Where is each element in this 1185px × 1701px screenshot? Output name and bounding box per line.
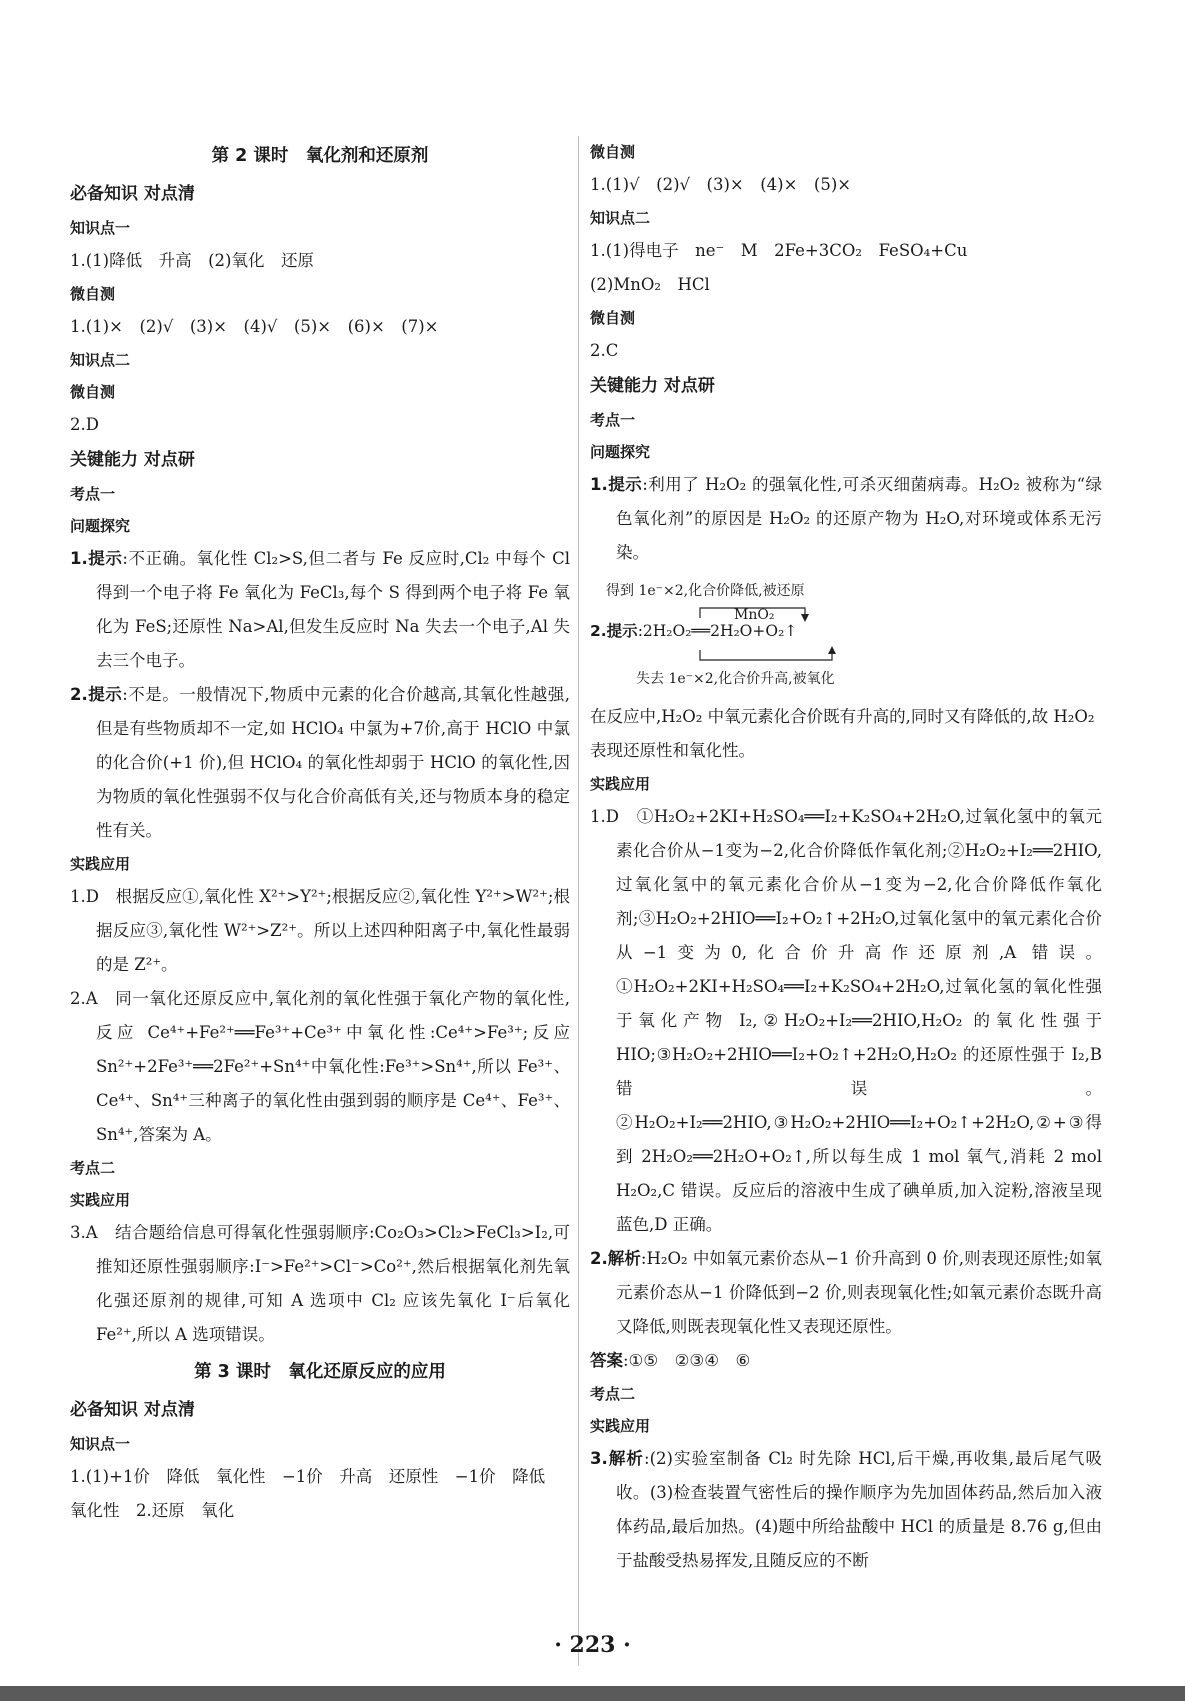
left-column: [70, 136, 570, 1528]
answer-line: 1.(1)+1价 降低 氧化性 −1价 升高 还原性 −1价 降低 氧化性 2.还原 氧化: [70, 1467, 562, 1520]
electron-transfer-diagram: [590, 574, 1102, 698]
answer-paragraph: [70, 678, 570, 848]
answer-line: 2.C: [590, 341, 619, 360]
answer-line: 1.(1)× (2)√ (3)× (4)√ (5)× (6)× (7)×: [70, 317, 439, 336]
subheading: 微自测: [590, 309, 636, 327]
subheading: 问题探究: [590, 443, 651, 461]
equation-text: :2H₂O₂══2H₂O+O₂↑: [637, 622, 798, 640]
answer-paragraph: 2.A 同一氧化还原反应中,氧化剂的氧化性强于氧化产物的氧化性,反应 Ce⁴⁺+Fe²⁺══Fe³⁺+Ce³⁺中氧化性:Ce⁴⁺>Fe³⁺;反应 Sn²⁺+2Fe³⁺══2Fe²⁺+Sn⁴⁺中氧化性:Fe³⁺>Sn⁴⁺,所以 Fe³⁺、Ce⁴⁺、Sn⁴⁺三种离子的氧化性由强到弱的顺序是 Ce⁴⁺、Fe³⁺、Sn⁴⁺,答案为 A。: [70, 989, 570, 1144]
subheading: 知识点一: [70, 1435, 131, 1453]
right-column: [590, 136, 1102, 1578]
hint-label: 1.提示: [70, 549, 123, 568]
answer-paragraph: [590, 1442, 1102, 1578]
answer-paragraph: 在反应中,H₂O₂ 中氧元素化合价既有升高的,同时又有降低的,故 H₂O₂ 表现还原性和氧化性。: [590, 707, 1095, 760]
diagram-equation: [590, 616, 797, 646]
subheading: 微自测: [590, 143, 636, 161]
answer-line: [590, 1344, 1102, 1378]
hint-label: 1.提示: [590, 475, 643, 494]
analysis-label: 2.解析: [590, 1249, 641, 1268]
subheading: 知识点二: [590, 209, 651, 227]
analysis-label: 3.解析: [590, 1449, 645, 1468]
subheading: 实践应用: [590, 775, 651, 793]
subheading: 实践应用: [70, 855, 131, 873]
scan-edge-bar: [0, 1686, 1185, 1701]
subheading: 知识点一: [70, 219, 131, 237]
subheading: 考点二: [70, 1159, 116, 1177]
column-divider: [578, 136, 579, 1666]
subheading: 实践应用: [590, 1417, 651, 1435]
subheading: 微自测: [70, 383, 116, 401]
page-number: · 223 ·: [554, 1632, 631, 1658]
subheading: 微自测: [70, 285, 116, 303]
answer-line: 1.(1)得电子 ne⁻ M 2Fe+3CO₂ FeSO₄+Cu: [590, 241, 968, 260]
answer-paragraph: [590, 1242, 1102, 1344]
section-heading: 必备知识 对点清: [70, 184, 195, 204]
answer-paragraph: [590, 468, 1102, 570]
answer-line: 2.D: [70, 415, 99, 434]
hint-label: 2.提示: [590, 622, 638, 640]
answer-paragraph: 1.D ①H₂O₂+2KI+H₂SO₄══I₂+K₂SO₄+2H₂O,过氧化氢中的氧元素化合价从−1变为−2,化合价降低作氧化剂;②H₂O₂+I₂══2HIO,过氧化氢中的氧元素化合价从−1变为−2,化合价降低作氧化剂;③H₂O₂+2HIO══I₂+O₂↑+2H₂O,过氧化氢中的氧元素化合价从−1变为0,化合价升高作还原剂,A 错误。①H₂O₂+2KI+H₂SO₄══I₂+K₂SO₄+2H₂O,过氧化氢的氧化性强于氧化产物 I₂,②H₂O₂+I₂══2HIO,H₂O₂ 的氧化性强于 HIO;③H₂O₂+2HIO══I₂+O₂↑+2H₂O,H₂O₂ 的还原性强于 I₂,B 错误。②H₂O₂+I₂══2HIO,③H₂O₂+2HIO══I₂+O₂↑+2H₂O,②+③得到 2H₂O₂══2H₂O+O₂↑,所以每生成 1 mol 氧气,消耗 2 mol H₂O₂,C 错误。反应后的溶液中生成了碘单质,加入淀粉,溶液呈现蓝色,D 正确。: [590, 807, 1102, 1234]
lose-electron-label: 失去 1e⁻×2,化合价升高,被氧化: [636, 671, 835, 687]
answer-paragraph: [70, 542, 570, 678]
answer-paragraph: 3.A 结合题给信息可得氧化性强弱顺序:Co₂O₃>Cl₂>FeCl₃>I₂,可推知还原性强弱顺序:I⁻>Fe²⁺>Cl⁻>Co²⁺,然后根据氧化剂先氧化强还原剂的规律,可知 A 选项中 Cl₂ 应该先氧化 I⁻后氧化 Fe²⁺,所以 A 选项错误。: [70, 1223, 570, 1344]
subheading: 考点一: [590, 411, 636, 429]
answer-label: 答案: [590, 1351, 623, 1370]
hint-text: :利用了 H₂O₂ 的强氧化性,可杀灭细菌病毒。H₂O₂ 被称为“绿色氧化剂”的原因是 H₂O₂ 的还原产物为 H₂O,对环境或体系无污染。: [616, 475, 1103, 562]
subheading: 问题探究: [70, 517, 131, 535]
analysis-text: :(2)实验室制备 Cl₂ 时先除 HCl,后干燥,再收集,最后尾气吸收。(3)检查装置气密性后的操作顺序为先加固体药品,然后加入液体药品,最后加热。(4)题中所给盐酸中 HCl 的质量是 8.76 g,但由于盐酸受热易挥发,且随反应的不断: [616, 1449, 1102, 1570]
answer-line: 1.(1)√ (2)√ (3)× (4)× (5)×: [590, 175, 852, 194]
gain-electron-label: 得到 1e⁻×2,化合价降低,被还原: [606, 583, 805, 599]
chapter-title: 第 2 课时 氧化剂和还原剂: [211, 146, 429, 166]
section-heading: 关键能力 对点研: [70, 450, 195, 470]
answer-text: :①⑤ ②③④ ⑥: [623, 1351, 751, 1370]
catalyst-label: MnO₂: [734, 607, 775, 623]
hint-label: 2.提示: [70, 685, 123, 704]
answer-paragraph: 1.D 根据反应①,氧化性 X²⁺>Y²⁺;根据反应②,氧化性 Y²⁺>W²⁺;根据反应③,氧化性 W²⁺>Z²⁺。所以上述四种阳离子中,氧化性最弱的是 Z²⁺。: [70, 887, 570, 974]
subheading: 考点二: [590, 1385, 636, 1403]
section-heading: 必备知识 对点清: [70, 1400, 195, 1420]
answer-line: 1.(1)降低 升高 (2)氧化 还原: [70, 251, 314, 270]
section-heading: 关键能力 对点研: [590, 376, 715, 396]
answer-line: (2)MnO₂ HCl: [590, 275, 710, 294]
hint-text: :不是。一般情况下,物质中元素的化合价越高,其氧化性越强,但是有些物质却不一定,如 HClO₄ 中氯为+7价,高于 HClO 中氯的化合价(+1 价),但 HClO₄ 的氧化性却弱于 HClO 的氧化性,因为物质的氧化性强弱不仅与化合价高低有关,还与物质本身的稳定性有关。: [96, 685, 571, 840]
subheading: 考点一: [70, 485, 116, 503]
chapter-title: 第 3 课时 氧化还原反应的应用: [194, 1362, 446, 1382]
hint-text: :不正确。氧化性 Cl₂>S,但二者与 Fe 反应时,Cl₂ 中每个 Cl 得到一个电子将 Fe 氧化为 FeCl₃,每个 S 得到两个电子将 Fe 氧化为 FeS;还原性 Na>Al,但发生反应时 Na 失去一个电子,Al 失去三个电子。: [96, 549, 571, 670]
subheading: 实践应用: [70, 1191, 131, 1209]
analysis-text: :H₂O₂ 中如氧元素价态从−1 价升高到 0 价,则表现还原性;如氧元素价态从−1 价降低到−2 价,则表现氧化性;如氧元素价态既升高又降低,则既表现氧化性又表现还原性。: [616, 1249, 1103, 1336]
subheading: 知识点二: [70, 351, 131, 369]
